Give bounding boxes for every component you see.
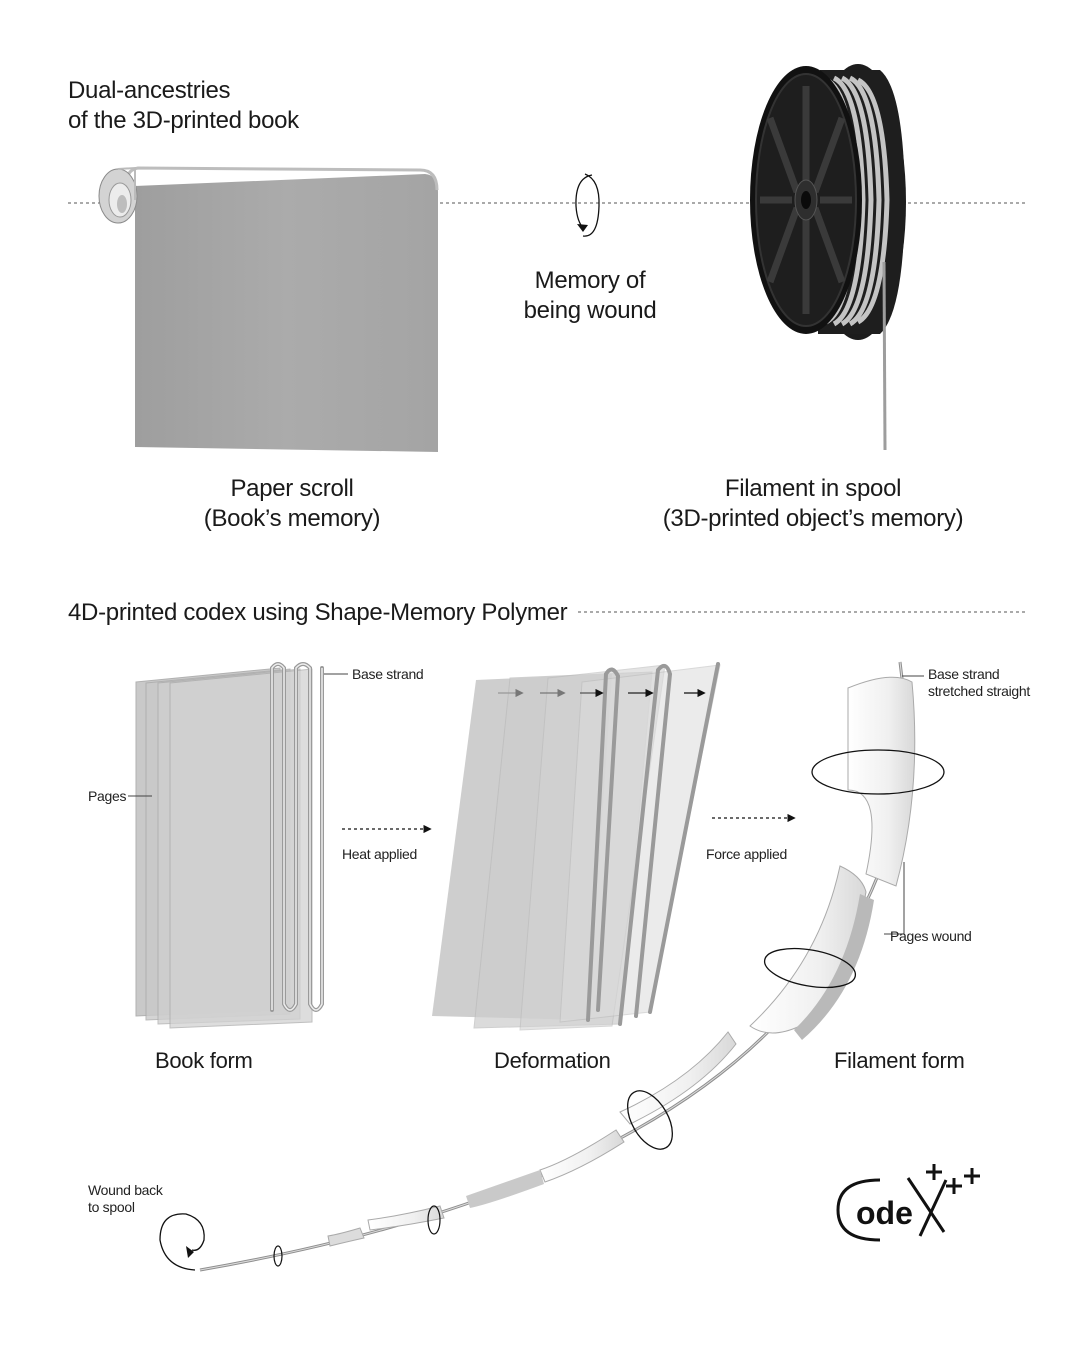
caption-line-2: (Book’s memory) (203, 505, 381, 532)
base-strand-stretched-label (928, 666, 1030, 700)
label-line-1: Base strand (928, 666, 1000, 682)
filament-spool (750, 64, 906, 450)
wound-back-label (88, 1182, 163, 1216)
deformation-caption: Deformation (494, 1048, 611, 1073)
caption-line-2: (3D-printed object’s memory) (662, 505, 964, 532)
section-title: 4D-printed codex using Shape-Memory Polymer (68, 599, 568, 626)
deformation-figure (432, 664, 720, 1030)
force-applied-label: Force applied (706, 846, 787, 862)
book-form (128, 664, 348, 1028)
paper-scroll-caption (172, 474, 412, 534)
label-line-1: Wound back (88, 1182, 163, 1198)
diagram-title (68, 76, 299, 136)
label-line-2: stretched straight (928, 683, 1030, 699)
label-line-2: to spool (88, 1199, 135, 1215)
base-strand-label: Base strand (352, 666, 424, 682)
title-line-1: Dual-ancestries (68, 77, 231, 104)
wound-back-arrow-icon (160, 1214, 204, 1270)
filament-form-caption: Filament form (834, 1048, 965, 1073)
heat-applied-label: Heat applied (342, 846, 418, 862)
caption-line-1: Filament in spool (724, 475, 902, 502)
book-form-caption: Book form (155, 1048, 253, 1073)
caption-line-1: Paper scroll (230, 475, 354, 502)
pages-label: Pages (88, 788, 127, 804)
memory-of-being-wound-caption (500, 266, 680, 326)
caption-line-1: Memory of (534, 267, 646, 294)
rotation-arrow-icon (576, 174, 599, 236)
title-line-2: of the 3D-printed book (68, 107, 299, 134)
logo-text: ode (856, 1195, 913, 1231)
caption-line-2: being wound (523, 297, 657, 324)
filament-spool-caption (648, 474, 978, 534)
pages-wound-label: Pages wound (890, 928, 972, 944)
paper-scroll (99, 168, 438, 452)
